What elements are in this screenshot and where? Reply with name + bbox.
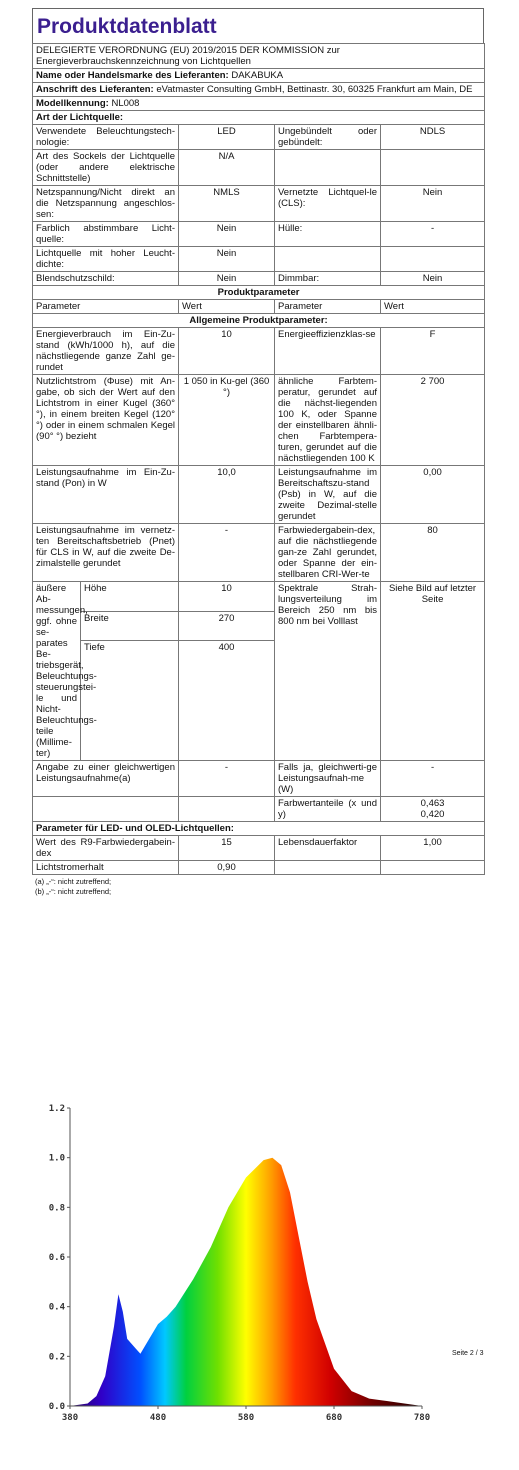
param-value: NDLS	[381, 125, 485, 150]
param-name: ähnliche Farbtem-peratur, gerundet auf die nächst-liegenden 100 K, oder Spanne der einstellbaren ähnli-chen Farbtempera-turen, gerundet auf die nächstliegenden 100 K	[275, 375, 381, 466]
model-row	[33, 97, 485, 111]
table-row	[33, 861, 485, 875]
param-name: Verwendete Beleuchtungstech-nologie:	[33, 125, 179, 150]
dimension-name: Tiefe	[81, 641, 179, 761]
column-header-value: Wert	[179, 300, 275, 314]
section-led-params: Parameter für LED- und OLED-Lichtquellen:	[33, 822, 485, 836]
param-name: Art des Sockels der Lichtquelle (oder andere elektrische Schnittstelle)	[33, 150, 179, 186]
param-name: Lichtstromerhalt	[33, 861, 179, 875]
table-row	[33, 328, 485, 375]
x-tick-label: 680	[325, 1413, 343, 1423]
x-tick-label: 380	[61, 1413, 79, 1423]
param-name: Lichtquelle mit hoher Leucht-dichte:	[33, 247, 179, 272]
regulation-row	[33, 44, 485, 69]
param-name: Farbwiedergabein-dex, auf die nächstliegende gan-ze Zahl gerundet, oder Spanne der ein-stellbaren CRI-Wer-te	[275, 524, 381, 582]
column-header-param: Parameter	[275, 300, 381, 314]
supplier-address-label: Anschrift des Lieferanten:	[36, 84, 154, 95]
param-value: N/A	[179, 150, 275, 186]
table-row	[33, 466, 485, 524]
param-value: Nein	[179, 272, 275, 286]
param-name: Leistungsaufnahme im Ein-Zu-stand (Pon) in W	[33, 466, 179, 524]
param-name: Dimmbar:	[275, 272, 381, 286]
param-value: Nein	[179, 247, 275, 272]
y-tick-label: 0.8	[48, 1203, 65, 1214]
param-value: Nein	[381, 272, 485, 286]
table-row	[33, 272, 485, 286]
param-name: Nutzlichtstrom (Φuse) mit An-gabe, ob sich der Wert auf den Lichtstrom in einer Kugel (360° °), in einem breiten Kegel (120° °) oder in einem schmalen Kegel (90° °) bezieht	[33, 375, 179, 466]
column-header-value: Wert	[381, 300, 485, 314]
y-tick-label: 1.0	[48, 1153, 65, 1164]
param-name: Spektrale Strah-lungsverteilung im Bereich 250 nm bis 800 nm bei Volllast	[275, 582, 381, 761]
param-value: Siehe Bild auf letzter Seite	[381, 582, 485, 761]
dimension-value: 400	[179, 641, 275, 761]
param-name: Blendschutzschild:	[33, 272, 179, 286]
table-row	[33, 186, 485, 222]
model-value: NL008	[111, 98, 140, 109]
param-name: Falls ja, gleichwerti-ge Leistungsaufnah-me (W)	[275, 761, 381, 797]
param-value: Nein	[179, 222, 275, 247]
param-value: F	[381, 328, 485, 375]
param-name: Energieeffizienzklas-se	[275, 328, 381, 375]
param-value: 1 050 in Ku-gel (360 °)	[179, 375, 275, 466]
footnote-b: (b) „-“: nicht zutreffend;	[35, 887, 112, 896]
param-value: 15	[179, 836, 275, 861]
param-name: Leistungsaufnahme im vernetz-ten Bereitschaftsbetrieb (Pnet) für CLS in W, auf die zweite De-zimalstelle gerundet	[33, 524, 179, 582]
x-tick-label: 780	[413, 1413, 431, 1423]
y-tick-label: 0.0	[48, 1402, 65, 1412]
param-value: Nein	[381, 186, 485, 222]
x-tick-label: 480	[149, 1413, 167, 1423]
dimension-row	[33, 582, 485, 612]
page-number: Seite 2 / 3	[452, 1350, 484, 1357]
section-header-row	[33, 286, 485, 300]
section-header-row	[33, 822, 485, 836]
dimension-name: Höhe	[81, 582, 179, 612]
data-table	[32, 43, 485, 875]
param-value: 2 700	[381, 375, 485, 466]
param-name: Wert des R9-Farbwiedergabein-dex	[33, 836, 179, 861]
param-value: 10,0	[179, 466, 275, 524]
dimension-name: Breite	[81, 611, 179, 641]
x-tick-label: 580	[237, 1413, 255, 1423]
param-value: 0,90	[179, 861, 275, 875]
page-title: Produktdatenblatt	[32, 8, 484, 43]
column-header-param: Parameter	[33, 300, 179, 314]
table-row	[33, 836, 485, 861]
param-value	[179, 797, 275, 822]
param-value: NMLS	[179, 186, 275, 222]
dimensions-label: äußere Ab-messungen, ggf. ohne se-parates Be-triebsgerät, Beleuchtungs-steuerungstei-le und Nicht-Beleuchtungs-teile (Millime-ter)	[33, 582, 81, 761]
supplier-name-value: DAKABUKA	[231, 70, 284, 81]
param-name: Hülle:	[275, 222, 381, 247]
y-tick-label: 1.2	[48, 1104, 65, 1114]
param-name: Leistungsaufnahme im Bereitschaftszu-stand (Psb) in W, auf die zweite Dezimal-stelle gerundet	[275, 466, 381, 524]
param-name: Energieverbrauch im Ein-Zu-stand (kWh/1000 h), auf die nächstliegende ganze Zahl ge-rundet	[33, 328, 179, 375]
supplier-address-value: eVatmaster Consulting GmbH, Bettinastr. 30, 60325 Frankfurt am Main, DE	[156, 84, 473, 95]
param-name: Farblich abstimmbare Licht-quelle:	[33, 222, 179, 247]
table-row	[33, 375, 485, 466]
section-header-row	[33, 111, 485, 125]
product-data-sheet	[32, 8, 484, 899]
supplier-address	[33, 83, 485, 97]
param-value: -	[381, 222, 485, 247]
param-value: -	[179, 761, 275, 797]
param-name: Vernetzte Lichtquel-le (CLS):	[275, 186, 381, 222]
table-row	[33, 150, 485, 186]
param-value: -	[179, 524, 275, 582]
dimension-value: 10	[179, 582, 275, 612]
param-name	[275, 247, 381, 272]
table-row	[33, 247, 485, 272]
dimension-value: 270	[179, 611, 275, 641]
section-light-source-type: Art der Lichtquelle:	[33, 111, 485, 125]
supplier-address-row	[33, 83, 485, 97]
param-value: 10	[179, 328, 275, 375]
section-product-params: Produktparameter	[33, 286, 485, 300]
regulation-text: DELEGIERTE VERORDNUNG (EU) 2019/2015 DER KOMMISSION zur Energieverbrauchskennzeichnung von Lichtquellen	[33, 44, 485, 69]
table-row	[33, 761, 485, 797]
table-row	[33, 125, 485, 150]
table-row	[33, 524, 485, 582]
footnote-a: (a) „-“: nicht zutreffend;	[35, 877, 112, 886]
param-value: -	[381, 761, 485, 797]
section-general-params: Allgemeine Produktparameter:	[33, 314, 485, 328]
param-value: 80	[381, 524, 485, 582]
supplier-name	[33, 69, 485, 83]
param-value: 0,00	[381, 466, 485, 524]
column-header-row	[33, 300, 485, 314]
param-name: Farbwertanteile (x und y)	[275, 797, 381, 822]
param-value	[381, 247, 485, 272]
spectrum-area	[70, 1158, 422, 1406]
param-value	[381, 861, 485, 875]
param-value: 0,463 0,420	[381, 797, 485, 822]
param-value: 1,00	[381, 836, 485, 861]
footnotes	[32, 875, 484, 899]
param-name: Angabe zu einer gleichwertigen Leistungsaufnahme(a)	[33, 761, 179, 797]
table-row	[33, 222, 485, 247]
y-tick-label: 0.2	[48, 1352, 65, 1363]
model-label: Modellkennung:	[36, 98, 109, 109]
model-id	[33, 97, 485, 111]
param-value: LED	[179, 125, 275, 150]
param-name	[275, 150, 381, 186]
param-name: Lebensdauerfaktor	[275, 836, 381, 861]
spectrum-chart	[40, 1098, 450, 1433]
supplier-name-label: Name oder Handelsmarke des Lieferanten:	[36, 70, 229, 81]
param-value	[381, 150, 485, 186]
y-tick-label: 0.6	[48, 1253, 65, 1263]
param-name	[275, 861, 381, 875]
y-tick-label: 0.4	[48, 1302, 65, 1313]
section-header-row	[33, 314, 485, 328]
table-row	[33, 797, 485, 822]
param-name: Ungebündelt oder gebündelt:	[275, 125, 381, 150]
param-name	[33, 797, 179, 822]
param-name: Netzspannung/Nicht direkt an die Netzspannung angeschlos-sen:	[33, 186, 179, 222]
supplier-name-row	[33, 69, 485, 83]
